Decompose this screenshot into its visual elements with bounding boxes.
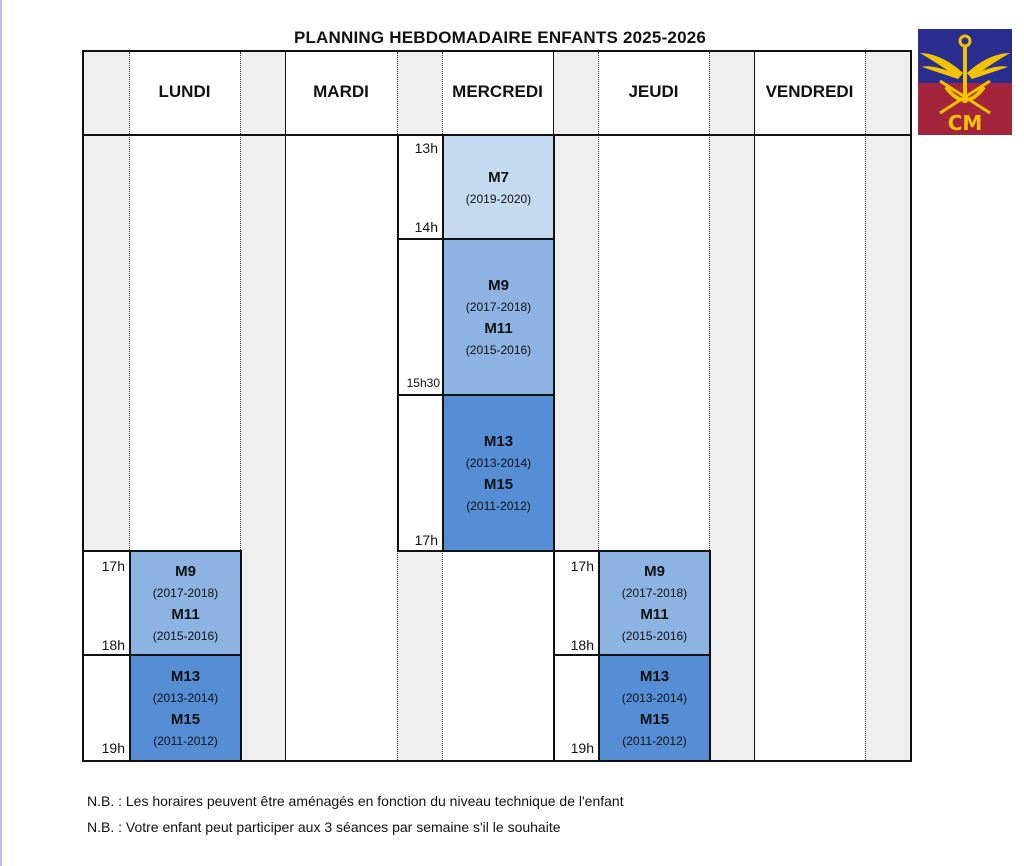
time-label: 18h	[101, 637, 125, 653]
group-label: M13	[170, 668, 201, 685]
time-label: 14h	[414, 219, 438, 235]
group-label: M9	[175, 563, 196, 580]
group-label: M15	[170, 711, 201, 728]
birth-years: (2017-2018)	[465, 300, 532, 314]
session-block-m9-m11	[129, 550, 242, 656]
session-block-m13-m15	[129, 654, 242, 762]
birth-years: (2015-2016)	[152, 629, 219, 643]
day-header-mardi: MARDI	[313, 82, 369, 101]
birth-years: (2015-2016)	[621, 629, 688, 643]
grid-line	[754, 52, 755, 760]
birth-years: (2017-2018)	[152, 586, 219, 600]
club-logo	[918, 29, 1012, 135]
session-block-m9-m11	[598, 550, 711, 656]
session-block-m13-m15	[598, 654, 711, 762]
page-title: PLANNING HEBDOMADAIRE ENFANTS 2025-2026	[293, 28, 707, 47]
group-label: M11	[640, 606, 669, 623]
gap-column	[709, 52, 754, 760]
group-label: M13	[639, 668, 670, 685]
time-label: 19h	[570, 740, 594, 756]
time-label: 13h	[414, 140, 438, 156]
page-edge	[0, 0, 2, 866]
group-label: M15	[639, 711, 670, 728]
day-header-lundi: LUNDI	[158, 82, 211, 101]
time-label: 17h	[570, 558, 594, 574]
session-block-m7	[442, 134, 555, 240]
day-header-vendredi: VENDREDI	[765, 82, 854, 101]
session-block-m13-m15	[442, 394, 555, 552]
schedule-grid	[82, 50, 912, 762]
birth-years: (2017-2018)	[621, 586, 688, 600]
time-label: 17h	[414, 532, 438, 548]
time-label: 18h	[570, 637, 594, 653]
birth-years: (2015-2016)	[465, 343, 532, 357]
grid-line	[865, 52, 866, 760]
gap-column	[865, 52, 910, 760]
group-label: M11	[171, 606, 200, 623]
session-block-m9-m11	[442, 238, 555, 396]
birth-years: (2013-2014)	[465, 456, 532, 470]
group-label: M9	[488, 277, 509, 294]
time-label: 15h30	[406, 376, 440, 390]
group-label: M9	[644, 563, 665, 580]
time-label: 17h	[101, 558, 125, 574]
note-line: N.B. : Les horaires peuvent être aménagés en fonction du niveau technique de l'enfant	[87, 793, 624, 809]
logo-text: CM	[947, 111, 983, 135]
time-label: 19h	[101, 740, 125, 756]
note-line: N.B. : Votre enfant peut participer aux 3 séances par semaine s'il le souhaite	[87, 819, 561, 835]
day-header-mercredi: MERCREDI	[452, 82, 543, 101]
group-label: M7	[488, 168, 509, 186]
birth-years: (2011-2012)	[466, 499, 531, 513]
birth-years: (2013-2014)	[621, 691, 688, 705]
grid-line	[285, 52, 286, 760]
group-label: M11	[484, 320, 513, 337]
group-label: M13	[483, 433, 514, 450]
birth-years: (2013-2014)	[152, 691, 219, 705]
birth-years: (2011-2012)	[153, 734, 218, 748]
group-label: M15	[483, 476, 514, 493]
birth-years: (2011-2012)	[622, 734, 687, 748]
day-header-jeudi: JEUDI	[628, 82, 679, 101]
birth-years: (2019-2020)	[465, 191, 532, 206]
gap-column	[240, 52, 285, 760]
